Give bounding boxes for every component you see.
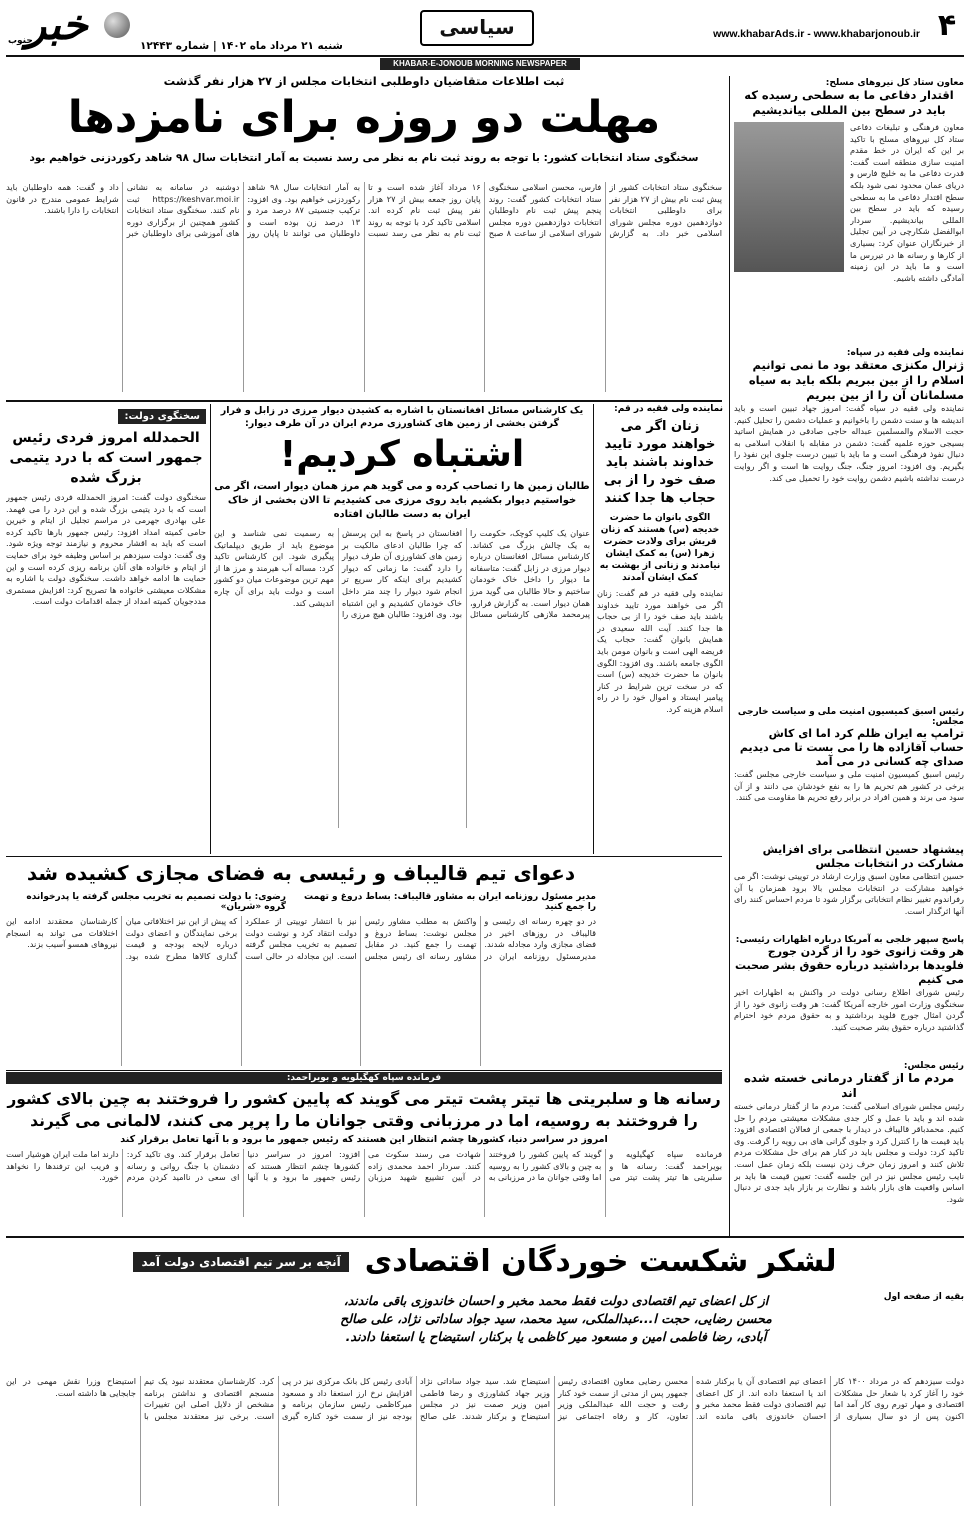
sidebar-item1-kicker: معاون ستاد کل نیروهای مسلح: xyxy=(825,78,964,88)
logo xyxy=(6,0,136,54)
sepah-kicker: فرمانده سپاه کهگیلویه و بویراحمد: xyxy=(6,1072,722,1084)
govt-box xyxy=(6,404,206,854)
sidebar-item5-kicker: پاسخ سپهر خلجی به آمریکا درباره اظهارات رئیسی: xyxy=(735,935,964,945)
lead-subhead: سخنگوی ستاد انتخابات کشور: با توجه به روند ثبت نام به نظر می رسد نسبت به آمار انتخابات سال ۹۸ شاهد رکوردزنی خواهیم بود xyxy=(29,152,699,164)
sepah-body: فرمانده سپاه کهگیلویه و بویراحمد گفت: رسانه ها و سلبریتی ها تیتر پشت تیتر می گویند که پایین کشور را فروختند به چین و بالای کشور را به روسیه اما وقتی جوانان ما در مرزبانی به شهادت می رسند سکوت می کنند. سردار احمد محمدی زاده در آیین تشییع شهید مرزبان افزود: امروز در سراسر دنیا کشورها چشم انتظار هستند که رئیس جمهور ما برود و با آنها تعامل برقرار کند. وی تاکید کرد: دشمنان با جنگ روانی و رسانه ای سعی در ناامید کردن مردم دارند اما ملت ایران هوشیار است و فریب این ترفندها را نخواهد خورد. xyxy=(6,1149,722,1183)
qalibaf-kicker-1: مدیر مسئول روزنامه ایران به مشاور قالیباف: بساط دروغ و تهمت را جمع کنید xyxy=(304,892,596,912)
govt-headline: الحمدلله امروز فردی رئیس جمهور است که با درد یتیمی بزرگ شده xyxy=(9,430,203,486)
sepah-subhead: امروز در سراسر دنیا، کشورها چشم انتظار این هستند که رئیس جمهور ما برود و با آنها تعامل برقرار کند xyxy=(120,1134,608,1145)
women-headline: زنان اگر می خواهند مورد تایید خداوند باشند باید صف خود را از بی حجاب ها جدا کنند xyxy=(603,419,717,506)
section-label: سیاسی xyxy=(439,15,515,39)
sidebar-item2-body: نماینده ولی فقیه در سپاه گفت: امروز جهاد تبیین است و باید اندیشه ها و سنت دشمن را باخوانیم و عملیات دشمن را تحلیل کنیم. حجت الاسلام والمسلمین عبداله حاجی صادقی در همایش اساتید بسیجی حوزه علمیه گفت: دشمن در مقابله با انقلاب اسلامی به دنبال نفوذ فرهنگی است و ما باید با تبیین درست جلوی این نفوذ را بگیریم. وی افزود: امروز جنگ، جنگ روایت ها است و اگر روایت درست نداشته باشیم دشمن روایت خود را تحمیل می کند. xyxy=(734,403,964,483)
economy-pullquote: از کل اعضای تیم اقتصادی دولت فقط محمد مخبر و احسان خاندوزی باقی ماندند، محسن رضایی، حجت ا...عبدالملکی، سید محمد، سید جواد ساداتی نژاد، علی صالح آبادی، رضا فاطمی امین و مسعود میر کاظمی یا برکنار، استیضاح یا استعفا دادند. xyxy=(340,1293,772,1344)
lead-body: سخنگوی ستاد انتخابات کشور از پیش ثبت نام بیش از ۲۷ هزار نفر برای داوطلبی انتخابات دوازدهمین دوره مجلس شورای اسلامی خبر داد. به گزارش فارس، محسن اسلامی سخنگوی ستاد انتخابات کشور گفت: روند پنجم پیش ثبت نام داوطلبان انتخابات دوازدهمین دوره مجلس شورای اسلامی از ساعت ۸ صبح ۱۶ مرداد آغاز شده است و تا پایان روز جمعه بیش از ۲۷ هزار نفر پیش ثبت نام کرده اند. اسلامی تاکید کرد با توجه به روند ثبت نام به نظر می رسد نسبت به آمار انتخابات سال ۹۸ شاهد رکوردزنی خواهیم بود. وی افزود: ترکیب جنسیتی ۸۷ درصد مرد و ۱۳ درصد زن بوده است و داوطلبان می توانند تا پایان روز دوشنبه در سامانه به نشانی https://keshvar.moi.ir ثبت نام کنند. سخنگوی ستاد انتخابات کشور همچنین از برگزاری دوره های آموزشی برای داوطلبان خبر داد و گفت: همه داوطلبان باید شرایط عمومی مندرج در قانون انتخابات را دارا باشند. xyxy=(6,182,722,239)
date-line: شنبه ۲۱ مرداد ماه ۱۴۰۲ | شماره ۱۲۴۴۳ xyxy=(140,40,343,52)
sidebar-item3-kicker: رئیس اسبق کمیسیون امنیت ملی و سیاست خارجی مجلس: xyxy=(737,707,964,727)
sidebar-item3-body: رئیس اسبق کمیسیون امنیت ملی و سیاست خارجی مجلس گفت: برخی در کشور هم تحریم ها را به نفع خودشان می دانند و از آن سود می برند و همین افراد در برابر رفع تحریم ها مقاومت می کنند. xyxy=(734,769,964,803)
women-body: نماینده ولی فقیه در قم گفت: زنان اگر می خواهند مورد تایید خداوند باشند باید صف خود را از بی حجاب ها جدا کنند. آیت الله سعیدی در همایش بانوان گفت: حجاب یک فریضه الهی است و بانوان مومن باید الگوی جامعه باشند. وی افزود: الگوی بانوان ما حضرت خدیجه (س) است که در سخت ترین شرایط در کنار پیامبر ایستاد و اموال خود را در راه اسلام هزینه کرد. xyxy=(597,588,723,714)
economy-story xyxy=(6,1240,964,1512)
afghan-headline: اشتباه کردیم! xyxy=(279,434,525,475)
economy-headline: لشکر شکست خوردگان اقتصادی xyxy=(364,1244,837,1279)
masthead xyxy=(0,0,970,78)
sidebar-item2-headline: ژنرال مکنزی معتقد بود ما نمی توانیم اسلام را از بین ببریم بلکه باید به سیاه مسلمانان آن را از بین ببریم xyxy=(748,358,964,402)
logo-globe-icon xyxy=(104,12,130,38)
sidebar-item2-kicker: نماینده ولی فقیه در سپاه: xyxy=(846,348,964,358)
sidebar-item5-body: رئیس شورای اطلاع رسانی دولت در واکنش به اظهارات اخیر سخنگوی وزارت امور خارجه آمریکا گفت: هر وقت زانوی خود را از گردن امثال جورج فلوید برداشتید و به حقوق مردم خود احترام گذاشتید درباره حقوق بشر صحبت کنید. xyxy=(734,987,964,1032)
websites: www.khabarAds.ir - www.khabarjonoub.ir xyxy=(713,28,920,40)
lead-kicker: ثبت اطلاعات متقاضیان داوطلبی انتخابات مجلس از ۲۷ هزار نفر گذشت xyxy=(163,74,565,88)
qalibaf-headline: دعوای تیم قالیباف و رئیسی به فضای مجازی کشیده شد xyxy=(26,861,576,885)
page-number: ۴ xyxy=(937,8,957,43)
sidebar-item5-headline: هر وقت زانوی خود را از گردن جورج فلویدها برداشتید درباره حقوق بشر صحبت می کنیم xyxy=(734,945,964,986)
qalibaf-kicker-2: رضوی: با دولت تصمیم به تخریب مجلس گرفته یا پدرخوانده گروه «شریان» xyxy=(26,892,286,912)
qalibaf-story xyxy=(6,858,596,1068)
women-kicker: نماینده ولی فقیه در قم: xyxy=(614,404,723,414)
sidebar-item6-body: رئیس مجلس شورای اسلامی گفت: مردم ما از گفتار درمانی خسته شده اند و باید با عمل و کار جدی مشکلات معیشتی مردم را حل کنیم. محمدباقر قالیباف در دیدار با جمعی از فعالان اقتصادی افزود: باید قیمت ها را کنترل کرد و جلوی گرانی های بی رویه را گرفت. وی تاکید کرد: دولت و مجلس باید در کنار هم برای حل مشکلات مردم تلاش کنند و امروز زمان حرف زدن نیست بلکه زمان عمل است. نایب رئیس مجلس نیز در این جلسه گفت: تعیین قیمت ها باید بر اساس واقعیت های بازار باشد و نظارت بر بازار باید جدی تر دنبال شود. xyxy=(734,1101,964,1204)
economy-kicker: آنچه بر سر تیم اقتصادی دولت آمد xyxy=(133,1252,348,1272)
lead-headline: مهلت دو روزه برای نامزدها xyxy=(67,92,661,143)
english-name-bar: KHABAR-E-JONOUB MORNING NEWSPAPER xyxy=(380,58,580,70)
women-box xyxy=(597,404,723,854)
sidebar-item6-headline: مردم ما از گفتار درمانی خسته شده اند xyxy=(743,1071,955,1100)
sepah-story xyxy=(6,1072,722,1232)
govt-label: سخنگوی دولت: xyxy=(118,409,206,424)
sidebar-item1-headline: اقتدار دفاعی ما به سطحی رسیده که باید در سطح بین المللی بیاندیشیم xyxy=(744,88,954,117)
lead-story xyxy=(6,74,722,396)
sidebar xyxy=(734,76,964,1236)
sidebar-item1-body: معاون فرهنگی و تبلیغات دفاعی ستاد کل نیروهای مسلح با تاکید بر این که ایران در خط مقدم امنیت سازی منطقه است گفت: قدرت دفاعی ما به خلیج فارس و دریای عمان محدود نمی شود بلکه سطح اقتدار دفاعی ما به سطحی رسیده که باید در سطح بین المللی بیاندیشیم. سردار ابوالفضل شکارچی در آیین تجلیل از خبرنگاران عنوان کرد: بسیاری از کارها و رسانه ها در تیررس ما است و ما باید در این زمینه آمادگی داشته باشیم. xyxy=(850,122,964,282)
afghan-body: عنوان یک کلیپ کوچک، حکومت را به یک چالش بزرگ می کشاند. کارشناس مسائل افغانستان درباره دیوار مرزی در زابل گفت: متاسفانه ما دیوار را داخل خاک خودمان ساختیم و حالا طالبان می گوید مرز همان دیوار است. به گزارش فرارو، پیرمحمد ملازهی کارشناس مسائل افغانستان در پاسخ به این پرسش که چرا طالبان ادعای مالکیت بر زمین های کشاورزی آن طرف دیوار را دارد گفت: ما زمانی که دیوار کشیدیم برای اینکه کار سریع تر انجام شود دیوار را چند متر داخل خاک خودمان کشیدیم و این اشتباه بود. وی افزود: طالبان هیچ مرزی را به رسمیت نمی شناسد و این موضوع باید از طریق دیپلماتیک پیگیری شود. این کارشناس تاکید کرد: مساله آب هیرمند و مرز ها از مهم ترین موضوعات میان دو کشور است و دولت باید برای آن چاره اندیشی کند. xyxy=(214,528,590,620)
commander-photo xyxy=(734,122,844,272)
afghan-subhead: طالبان زمین ها را تصاحب کرده و می گوید هم مرز همان دیوار است، اگر می خواستیم دیوار بکشیم باید روی مرزی می کشیدیم تا الان بخشی از خاک ایران به دست طالبان افتاده xyxy=(214,481,590,520)
logo-sub: جنوب xyxy=(8,36,33,46)
economy-body-label: بقیه از صفحه اول xyxy=(883,1292,964,1302)
govt-body: سخنگوی دولت گفت: امروز الحمدلله فردی رئیس جمهور است که با درد یتیمی بزرگ شده و این درد را می فهمد. علی بهادری جهرمی در مراسم تجلیل از ایتام و خیرین حامی کمیته امداد افزود: رئیس جمهور بارها تاکید کرده است که باید به اقشار محروم و نیازمند توجه ویژه شود. وی گفت: دولت سیزدهم بر اساس وظیفه خود برای حمایت از ایتام و خانواده های آنان برنامه ریزی کرده است و این حمایت ها ادامه خواهد داشت. سخنگوی دولت با اشاره به مشکلات معیشتی خانواده ها تصریح کرد: افزایش مستمری مددجویان کمیته امداد از جمله اقدامات دولت است. xyxy=(6,492,206,607)
sepah-headline: رسانه ها و سلبریتی ها تیتر پشت تیتر می گویند که پایین کشور را فروختند به چین بالای کشور را فروختند به روسیه، اما در مرزبانی وقتی جوانان ما را پرپر می کنند، لالمانی می گیرند xyxy=(7,1090,721,1130)
economy-body: دولت سیزدهم که در مرداد ۱۴۰۰ کار خود را آغاز کرد با شعار حل مشکلات اقتصادی و مهار تورم روی کار آمد اما اکنون پس از دو سال بسیاری از اعضای تیم اقتصادی آن یا برکنار شده اند یا استعفا داده اند. از کل اعضای تیم اقتصادی دولت فقط محمد مخبر و احسان خاندوزی باقی مانده اند. محسن رضایی معاون اقتصادی رئیس جمهور پس از مدتی از سمت خود کنار رفت و حجت الله عبدالملکی وزیر تعاون، کار و رفاه اجتماعی نیز استیضاح شد. سید جواد ساداتی نژاد وزیر جهاد کشاورزی و رضا فاطمی امین وزیر صمت نیز در مجلس استیضاح و برکنار شدند. علی صالح آبادی رئیس کل بانک مرکزی نیز در پی افزایش نرخ ارز استعفا داد و مسعود میرکاظمی رئیس سازمان برنامه و بودجه نیز از سمت خود کناره گیری کرد. کارشناسان معتقدند نبود یک تیم منسجم اقتصادی و نداشتن برنامه مشخص از دلایل اصلی این تغییرات است. برخی نیز معتقدند مجلس با استیضاح وزرا نقش مهمی در این جابجایی ها داشته است. xyxy=(6,1376,964,1421)
logo-text: خبر xyxy=(26,0,88,49)
afghan-story xyxy=(214,404,590,854)
sidebar-item6-kicker: رئیس مجلس: xyxy=(903,1061,964,1071)
sidebar-item3-headline: ترامپ به ایران ظلم کرد اما ای کاش حساب آقازاده ها را می بست تا می دیدیم صدای چه کسانی در می آمد xyxy=(739,727,964,768)
qalibaf-body: در دو چهره رسانه ای رئیسی و قالیباف در روزهای اخیر در فضای مجازی وارد مجادله شدند. مدیرمسئول روزنامه ایران در واکنش به مطلب مشاور رئیس مجلس نوشت: بساط دروغ و تهمت را جمع کنید. در مقابل مشاور رسانه ای رئیس مجلس نیز با انتشار توییتی از عملکرد دولت انتقاد کرد و نوشت دولت تصمیم به تخریب مجلس گرفته است. این مجادله در حالی است که پیش از این نیز اختلافاتی میان برخی نمایندگان و اعضای دولت درباره لایحه بودجه و قیمت گذاری کالاها مطرح شده بود. کارشناسان معتقدند ادامه این اختلافات می تواند به انسجام نیروهای همسو آسیب بزند. xyxy=(6,916,596,961)
afghan-kicker: یک کارشناس مسائل افغانستان با اشاره به کشیدن دیوار مرزی در زابل و فرار گرفتن بخشی از زمین های کشاورزی مردم ایران در آن طرف دیوار: xyxy=(220,405,584,429)
sidebar-item4-headline: پیشنهاد حسین انتظامی برای افزایش مشارکت در انتخابات مجلس xyxy=(762,843,964,870)
sidebar-item4-body: حسین انتظامی معاون اسبق وزارت ارشاد در توییتی نوشت: اگر می خواهید مشارکت در انتخابات مجلس بالا برود همزمان با آن رفراندوم تغییر نظام انتخاباتی برگزار شود تا مردم احساس کنند رای آنها اثرگذار است. xyxy=(734,871,964,916)
women-quote: الگوی بانوان ما حضرت خدیجه (س) هستند که زنان قریش برای ولادت حضرت زهرا (س) به کمک ایشان نیامدند و زنانی از بهشت به کمک ایشان آمدند xyxy=(599,513,721,583)
